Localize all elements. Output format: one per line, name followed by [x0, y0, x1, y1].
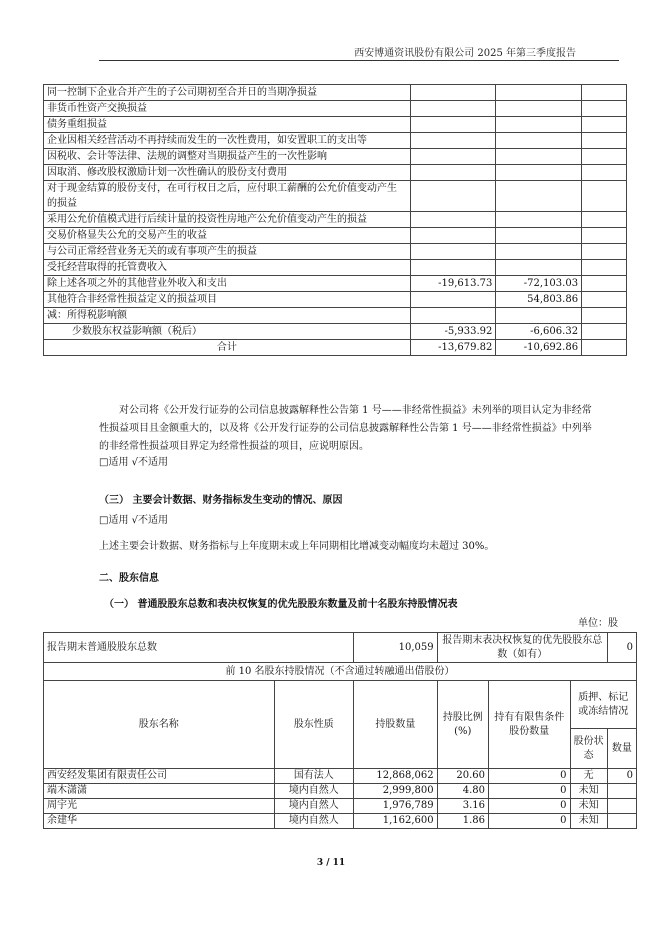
table-row — [44, 181, 627, 212]
explanation-paragraph: 对公司将《公开发行证券的公司信息披露解释性公告第 1 号——非经常性损益》未列举的项目认定为非经常性损益项目且金额重大的，以及将《公开发行证券的公司信息披露解释性公告第 1 号——非经常性损益》中列举的非经常性损益项目界定为经常性损益的项目，应说明原因。 — [99, 405, 592, 452]
table-row — [44, 149, 627, 165]
total-shareholders-value: 10,059 — [354, 633, 438, 663]
table-row — [44, 681, 637, 729]
note-cell — [582, 340, 627, 356]
year-to-date-value: 54,803.86 — [496, 292, 582, 308]
shareholder-quantity: 1,162,600 — [354, 814, 438, 829]
note-cell — [582, 85, 627, 101]
shareholder-ratio: 20.60 — [437, 769, 488, 784]
applicability-check-2: □适用 √不适用 — [99, 515, 168, 526]
item-label: 交易价格显失公允的交易产生的收益 — [44, 228, 411, 244]
current-period-value — [410, 260, 496, 276]
item-label: 因取消、修改股权激励计划一次性确认的股份支付费用 — [44, 165, 411, 181]
table-row — [44, 663, 637, 681]
year-to-date-value — [496, 260, 582, 276]
shareholder-quantity: 12,868,062 — [354, 769, 438, 784]
current-period-value — [410, 165, 496, 181]
note-cell — [582, 117, 627, 133]
item-label: 采用公允价值模式进行后续计量的投资性房地产公允价值变动产生的损益 — [44, 212, 411, 228]
note-cell — [582, 228, 627, 244]
top-10-title: 前 10 名股东持股情况（不含通过转融通出借股份） — [44, 663, 637, 681]
item-label: 债务重组损益 — [44, 117, 411, 133]
total-year-to-date: -10,692.86 — [496, 340, 582, 356]
table-row — [44, 228, 627, 244]
share-status: 无 — [570, 769, 607, 784]
share-count: 0 — [607, 769, 636, 784]
share-status: 未知 — [570, 799, 607, 814]
shareholder-nature: 境内自然人 — [274, 784, 354, 799]
note-cell — [582, 133, 627, 149]
year-to-date-value: -72,103.03 — [496, 276, 582, 292]
table-row — [44, 260, 627, 276]
applicability-check-1: □适用 √不适用 — [99, 457, 168, 468]
table-row — [44, 117, 627, 133]
item-label: 非货币性资产交换损益 — [44, 101, 411, 117]
current-period-value: -5,933.92 — [410, 324, 496, 340]
year-to-date-value — [496, 308, 582, 324]
note-cell — [582, 181, 627, 212]
current-period-value — [410, 292, 496, 308]
item-label: 企业因相关经营活动不再持续而发生的一次性费用，如安置职工的支出等 — [44, 133, 411, 149]
share-count — [607, 799, 636, 814]
current-period-value — [410, 244, 496, 260]
year-to-date-value — [496, 149, 582, 165]
current-period-value: -19,613.73 — [410, 276, 496, 292]
current-period-value — [410, 85, 496, 101]
year-to-date-value — [496, 181, 582, 212]
section-2-title: 二、股东信息 — [99, 573, 159, 584]
current-period-value — [410, 101, 496, 117]
year-to-date-value — [496, 133, 582, 149]
shareholder-nature: 国有法人 — [274, 769, 354, 784]
note-cell — [582, 244, 627, 260]
shareholder-nature: 境内自然人 — [274, 814, 354, 829]
shareholder-ratio: 3.16 — [437, 799, 488, 814]
table-row — [44, 799, 637, 814]
share-status: 未知 — [570, 814, 607, 829]
table-row — [44, 276, 627, 292]
note-cell — [582, 308, 627, 324]
note-cell — [582, 101, 627, 117]
shareholder-restricted: 0 — [488, 784, 570, 799]
note-cell — [582, 324, 627, 340]
year-to-date-value — [496, 85, 582, 101]
current-period-value — [410, 212, 496, 228]
header-pledge: 质押、标记或冻结情况 — [570, 681, 636, 729]
item-label: 同一控制下企业合并产生的子公司期初至合并日的当期净损益 — [44, 85, 411, 101]
table-row — [44, 784, 637, 799]
year-to-date-value — [496, 101, 582, 117]
shareholder-restricted: 0 — [488, 814, 570, 829]
item-label: 其他符合非经常性损益定义的损益项目 — [44, 292, 411, 308]
page-number: 3 / 11 — [316, 858, 346, 868]
table-row — [44, 769, 637, 784]
table-row — [44, 633, 637, 663]
header-quantity: 持股数量 — [354, 681, 438, 769]
share-status: 未知 — [570, 784, 607, 799]
header-count: 数量 — [607, 729, 636, 769]
shareholder-quantity: 1,976,789 — [354, 799, 438, 814]
header-restricted: 持有有限售条件股份数量 — [488, 681, 570, 769]
section-3-title: （三） 主要会计数据、财务指标发生变动的情况、原因 — [99, 495, 343, 506]
shareholder-nature: 境内自然人 — [274, 799, 354, 814]
note-cell — [582, 292, 627, 308]
table-row — [44, 324, 627, 340]
year-to-date-value — [496, 244, 582, 260]
table-row — [44, 340, 627, 356]
total-shareholders-label: 报告期末普通股股东总数 — [44, 633, 354, 663]
item-label: 少数股东权益影响额（税后） — [44, 324, 411, 340]
section-2-1-title: （一） 普通股股东总数和表决权恢复的优先股股东数量及前十名股东持股情况表 — [104, 599, 458, 610]
year-to-date-value — [496, 165, 582, 181]
table-row — [44, 212, 627, 228]
header-divider — [99, 60, 619, 61]
shareholder-ratio: 4.80 — [437, 784, 488, 799]
shareholder-name: 西安经发集团有限责任公司 — [44, 769, 275, 784]
shareholder-ratio: 1.86 — [437, 814, 488, 829]
item-label: 受托经营取得的托管费收入 — [44, 260, 411, 276]
header-ratio: 持股比例(%) — [437, 681, 488, 769]
table-row — [44, 85, 627, 101]
current-period-value — [410, 149, 496, 165]
share-count — [607, 814, 636, 829]
current-period-value — [410, 308, 496, 324]
table-row — [44, 133, 627, 149]
current-period-value — [410, 228, 496, 244]
share-count — [607, 784, 636, 799]
shareholder-name: 端木潇潇 — [44, 784, 275, 799]
year-to-date-value: -6,606.32 — [496, 324, 582, 340]
note-cell — [582, 276, 627, 292]
report-header: 西安博通资讯股份有限公司 2025 年第三季度报告 — [354, 48, 576, 59]
shareholders-table — [43, 632, 637, 829]
current-period-value — [410, 117, 496, 133]
shareholder-restricted: 0 — [488, 799, 570, 814]
header-nature: 股东性质 — [274, 681, 354, 769]
table-row — [44, 814, 637, 829]
table-row — [44, 101, 627, 117]
note-cell — [582, 260, 627, 276]
unit-label: 单位：股 — [578, 618, 618, 629]
change-statement: 上述主要会计数据、财务指标与上年度期末或上年同期相比增减变动幅度均未超过 30%。 — [99, 541, 495, 552]
shareholder-quantity: 2,999,800 — [354, 784, 438, 799]
header-name: 股东名称 — [44, 681, 275, 769]
shareholder-name: 余建华 — [44, 814, 275, 829]
header-status: 股份状态 — [570, 729, 607, 769]
item-label: 与公司正常经营业务无关的或有事项产生的损益 — [44, 244, 411, 260]
current-period-value — [410, 181, 496, 212]
item-label: 减：所得税影响额 — [44, 308, 411, 324]
item-label: 对于现金结算的股份支付，在可行权日之后，应付职工薪酬的公允价值变动产生的损益 — [44, 181, 411, 212]
total-label: 合计 — [44, 340, 411, 356]
shareholder-name: 周宇光 — [44, 799, 275, 814]
year-to-date-value — [496, 117, 582, 133]
shareholder-restricted: 0 — [488, 769, 570, 784]
total-current-period: -13,679.82 — [410, 340, 496, 356]
table-row — [44, 292, 627, 308]
year-to-date-value — [496, 212, 582, 228]
note-cell — [582, 149, 627, 165]
table-row — [44, 165, 627, 181]
note-cell — [582, 212, 627, 228]
table-row — [44, 244, 627, 260]
non-recurring-items-table — [43, 84, 627, 356]
preferred-shareholders-value: 0 — [607, 633, 636, 663]
note-cell — [582, 165, 627, 181]
item-label: 除上述各项之外的其他营业外收入和支出 — [44, 276, 411, 292]
current-period-value — [410, 133, 496, 149]
table-row — [44, 308, 627, 324]
item-label: 因税收、会计等法律、法规的调整对当期损益产生的一次性影响 — [44, 149, 411, 165]
preferred-shareholders-label: 报告期末表决权恢复的优先股股东总数（如有） — [437, 633, 607, 663]
year-to-date-value — [496, 228, 582, 244]
